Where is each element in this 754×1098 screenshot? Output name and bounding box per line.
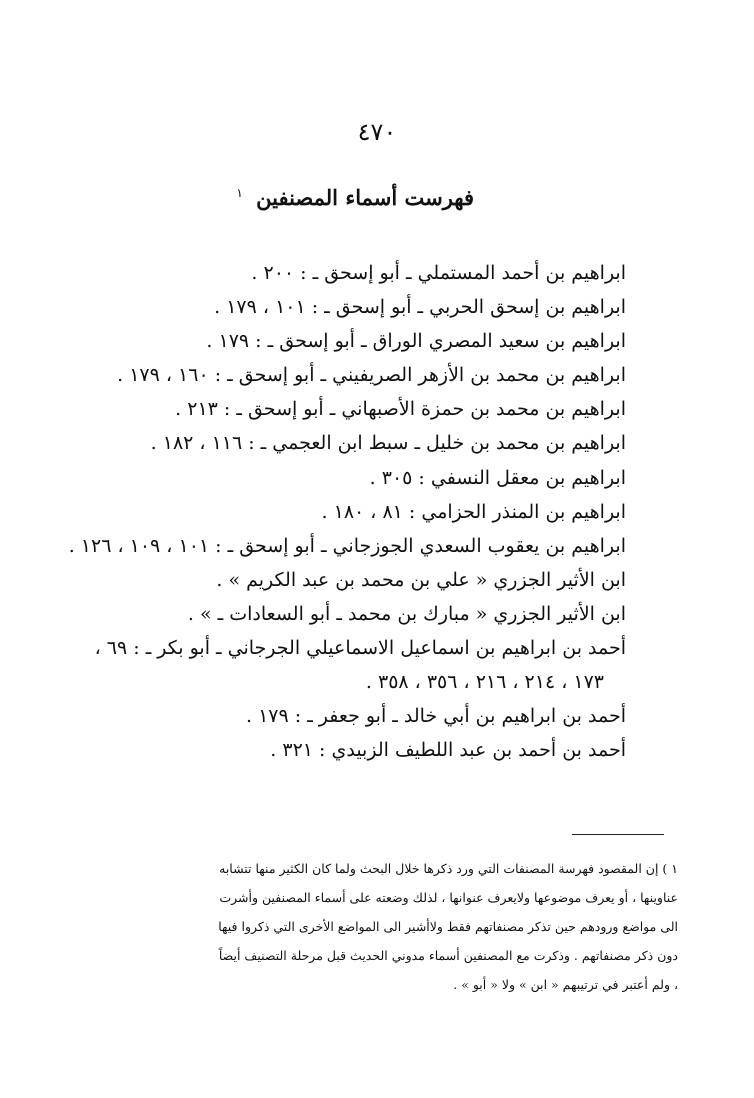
index-entry: ابراهيم بن محمد بن حمزة الأصبهاني ـ أبو إسحق ـ : ٢١٣ . [175,398,626,421]
footnote-line: الى مواضع ورودهم حين تذكر مصنفاتهم فقط ولاأشير الى المواضع الأخرى التي ذكروا فيها [218,919,678,934]
index-entry: أحمد بن أحمد بن عبد اللطيف الزبيدي : ٣٢١ . [270,739,626,762]
index-entry: ابراهيم بن إسحق الحربي ـ أبو إسحق ـ : ١٠١ ، ١٧٩ . [214,296,626,319]
index-entry: ابراهيم بن محمد بن الأزهر الصريفيني ـ أبو إسحق ـ : ١٦٠ ، ١٧٩ . [117,364,626,387]
footnote-separator [572,834,664,835]
index-entry: أحمد بن ابراهيم بن أبي خالد ـ أبو جعفر ـ : ١٧٩ . [246,705,626,728]
footnote [14,854,678,999]
index-entry: ابراهيم بن المنذر الحزامي : ٨١ ، ١٨٠ . [321,500,626,523]
footnote-line: ، ولم أعتبر في ترتيبهم « ابن » ولا « أبو » . [453,977,678,992]
index-entry: ابراهيم بن معقل النسفي : ٣٠٥ . [369,466,626,489]
index-entry-continuation: ١٧٣ ، ٢١٤ ، ٢١٦ ، ٣٥٦ ، ٣٥٨ . [365,671,604,694]
title-footnote-ref: ١ [236,186,243,200]
footnote-number: ١ ) [662,861,678,876]
index-entry: ابراهيم بن سعيد المصري الوراق ـ أبو إسحق ـ : ١٧٩ . [206,330,626,353]
index-entry: أحمد بن ابراهيم بن اسماعيل الاسماعيلي الجرجاني ـ أبو بكر ـ : ٦٩ ، [94,637,626,660]
index-entry: ابن الأثير الجزري « مبارك بن محمد ـ أبو السعادات ـ » . [187,602,626,625]
footnote-line: عناوينها ، أو يعرف موضوعها ولايعرف عنوانها ، لذلك وضعته على أسماء المصنفين وأشرت [219,890,678,905]
index-entry: ابراهيم بن محمد بن خليل ـ سبط ابن العجمي ـ : ١١٦ ، ١٨٢ . [150,432,626,455]
index-entry: ابراهيم بن يعقوب السعدي الجوزجاني ـ أبو إسحق ـ : ١٠١ ، ١٠٩ ، ١٢٦ . [68,534,626,557]
footnote-text: إن المقصود فهرسة المصنفات التي ورد ذكرها خلال البحث ولما كان الكثير منها تتشابه [219,861,659,876]
index-entry: ابراهيم بن أحمد المستملي ـ أبو إسحق ـ : ٢٠٠ . [251,262,626,284]
index-entry: ابن الأثير الجزري « علي بن محمد بن عبد الكريم » . [216,568,626,591]
page-number: ٤٧٠ [357,118,397,146]
footnote-line: دون ذكر مصنفاتهم . وذكرت مع المصنفين أسماء مدوني الحديث قبل مرحلة التصنيف أيضاً [218,948,678,963]
title-text: فهرست أسماء المصنفين [256,185,474,210]
authors-index-list [16,256,626,767]
page-title [236,185,474,210]
footnote-line [14,854,678,883]
